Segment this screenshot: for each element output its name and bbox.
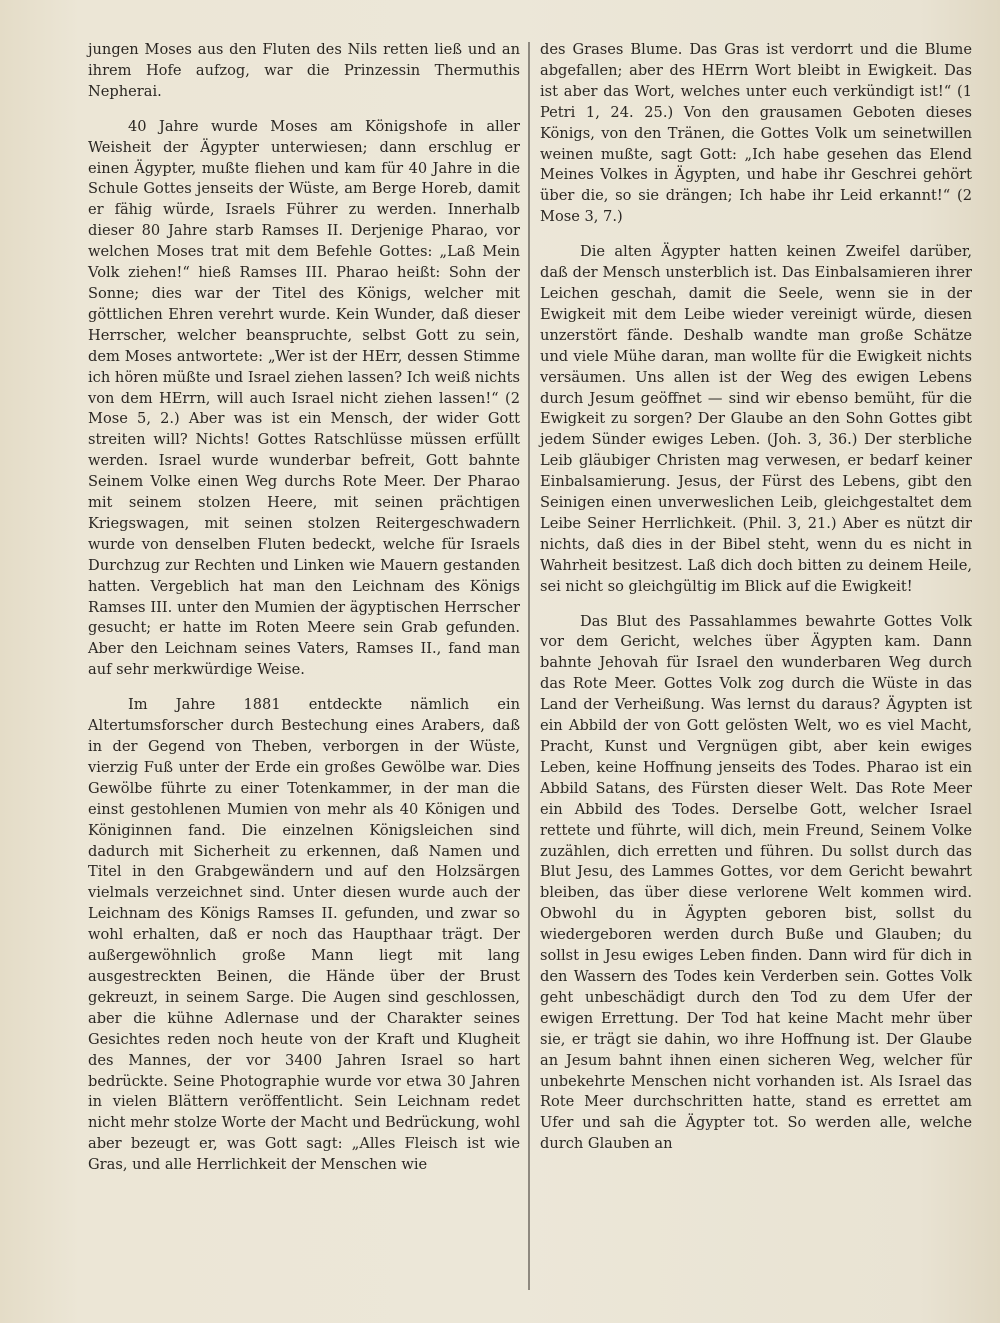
left-paragraph-3: Im Jahre 1881 entdeckte nämlich ein Altertumsforscher durch Bestechung eines Arabers, daß in der Gegend von Theben, verborgen in der Wüste, vierzig Fuß unter der Erde ein großes Gewölbe war. Dies Gewölbe führte zu einer Totenkammer, in der man die einst gestohlenen Mumien von mehr als 40 Königen und Königinnen fand. Die einzelnen Königsleichen sind dadurch mit Sicherheit zu erkennen, daß Namen und Titel in den Grabgewändern und auf den Holzsärgen vielmals verzeichnet sind. Unter diesen wurde auch der Leichnam des Königs Ramses II. gefunden, und zwar so wohl erhalten, daß er noch das Haupthaar trägt. Der außergewöhnlich große Mann liegt mit lang ausgestreckten Beinen, die Hände über der Brust gekreuzt, in seinem Sarge. Die Augen sind geschlossen, aber die kühne Adlernase und der Charakter seines Gesichtes reden noch heute von der Kraft und Klugheit des Mannes, der vor 3400 Jahren Israel so hart bedrückte. Seine Photographie wurde vor etwa 30 Jahren in vielen Blättern veröffentlicht. Sein Leichnam redet nicht mehr stolze Worte der Macht und Bedrückung, wohl aber bezeugt er, was Gott sagt: „Alles Fleisch ist wie Gras, und alle Herrlichkeit der Menschen wie	[88, 696, 520, 1174]
left-paragraph-2: 40 Jahre wurde Moses am Königshofe in aller Weisheit der Ägypter unterwiesen; dann erschlug er einen Ägypter, mußte fliehen und kam für 40 Jahre in die Schule Gottes jenseits der Wüste, am Berge Horeb, damit er fähig würde, Israels Führer zu werden. Innerhalb dieser 80 Jahre starb Ramses II. Derjenige Pharao, vor welchen Moses trat mit dem Befehle Gottes: „Laß Mein Volk ziehen!“ hieß Ramses III. Pharao heißt: Sohn der Sonne; dies war der Titel des Königs, welcher mit göttlichen Ehren verehrt wurde. Kein Wunder, daß dieser Herrscher, welcher beanspruchte, selbst Gott zu sein, dem Moses antwortete: „Wer ist der HErr, dessen Stimme ich hören müßte und Israel ziehen lassen? Ich weiß nichts von dem HErrn, will auch Israel nicht ziehen lassen!“ (2 Mose 5, 2.) Aber was ist ein Mensch, der wider Gott streiten will? Nichts! Gottes Ratschlüsse müssen erfüllt werden. Israel wurde wunderbar befreit, Gott bahnte Seinem Volke einen Weg durchs Rote Meer. Der Pharao mit seinem stolzen Heere, mit seinen prächtigen Kriegswagen, mit seinen stolzen Reitergeschwadern wurde von denselben Fluten bedeckt, welche für Israels Durchzug zur Rechten und Linken wie Mauern gestanden hatten. Vergeblich hat man den Leichnam des Königs Ramses III. unter den Mumien der ägyptischen Herrscher gesucht; er hatte im Roten Meere sein Grab gefunden. Aber den Leichnam seines Vaters, Ramses II., fand man auf sehr merkwürdige Weise.	[88, 117, 520, 679]
right-paragraph-1: des Grases Blume. Das Gras ist verdorrt und die Blume abgefallen; aber des HErrn Wort bleibt in Ewigkeit. Das ist aber das Wort, welches unter euch verkündigt ist!“ (1 Petri 1, 24. 25.) Von den grausamen Geboten dieses Königs, von den Tränen, die Gottes Volk um seinetwillen weinen mußte, sagt Gott: „Ich habe gesehen das Elend Meines Volkes in Ägypten, und habe ihr Geschrei gehört über die, so sie drängen; Ich habe ihr Leid erkannt!“ (2 Mose 3, 7.)	[540, 41, 972, 226]
right-column	[540, 40, 972, 1155]
right-paragraph-3: Das Blut des Passahlammes bewahrte Gottes Volk vor dem Gericht, welches über Ägypten kam. Dann bahnte Jehovah für Israel den wunderbaren Weg durch das Rote Meer. Gottes Volk zog durch die Wüste in das Land der Verheißung. Was lernst du daraus? Ägypten ist ein Abbild der von Gott gelösten Welt, wo es viel Macht, Pracht, Kunst und Vergnügen gibt, aber kein ewiges Leben, keine Hoffnung jenseits des Todes. Pharao ist ein Abbild Satans, des Fürsten dieser Welt. Das Rote Meer ein Abbild des Todes. Derselbe Gott, welcher Israel rettete und führte, will dich, mein Freund, Seinem Volke zuzählen, dich erretten und führen. Du sollst durch das Blut Jesu, des Lammes Gottes, vor dem Gericht bewahrt bleiben, das über diese verlorene Welt kommen wird. Obwohl du in Ägypten geboren bist, sollst du wiedergeboren werden durch Buße und Glauben; du sollst in Jesu ewiges Leben finden. Dann wird für dich in den Wassern des Todes kein Verderben sein. Gottes Volk geht unbeschädigt durch den Tod zu dem Ufer der ewigen Errettung. Der Tod hat keine Macht mehr über sie, er trägt sie dahin, wo ihre Hoffnung ist. Der Glaube an Jesum bahnt ihnen einen sicheren Weg, welcher für unbekehrte Menschen nicht vorhanden ist. Als Israel das Rote Meer durchschritten hatte, stand es errettet am Ufer und sah die Ägypter tot. So werden alle, welche durch Glauben an	[540, 612, 972, 1153]
column-divider	[528, 42, 530, 1290]
right-paragraph-2: Die alten Ägypter hatten keinen Zweifel darüber, daß der Mensch unsterblich ist. Das Einbalsamieren ihrer Leichen geschah, damit die Seele, wenn sie in der Ewigkeit mit dem Leibe wieder vereinigt würde, diesen unzerstört fände. Deshalb wandte man große Schätze und viele Mühe daran, man wollte für die Ewigkeit nichts versäumen. Uns allen ist der Weg des ewigen Lebens durch Jesum geöffnet — sind wir ebenso bemüht, für die Ewigkeit zu sorgen? Der Glaube an den Sohn Gottes gibt jedem Sünder ewiges Leben. (Joh. 3, 36.) Der sterbliche Leib gläubiger Christen mag verwesen, er bedarf keiner Einbalsamierung. Jesus, der Fürst des Lebens, gibt den Seinigen einen unverweslichen Leib, gleichgestaltet dem Leibe Seiner Herrlichkeit. (Phil. 3, 21.) Aber es nützt dir nichts, daß dies in der Bibel steht, wenn du es nicht in Wahrheit besitzest. Laß dich doch bitten zu deinem Heile, sei nicht so gleichgültig im Blick auf die Ewigkeit!	[540, 243, 972, 595]
left-column	[88, 40, 520, 1176]
left-paragraph-1: jungen Moses aus den Fluten des Nils retten ließ und an ihrem Hofe aufzog, war die Prinzessin Thermuthis Nepherai.	[88, 41, 520, 100]
